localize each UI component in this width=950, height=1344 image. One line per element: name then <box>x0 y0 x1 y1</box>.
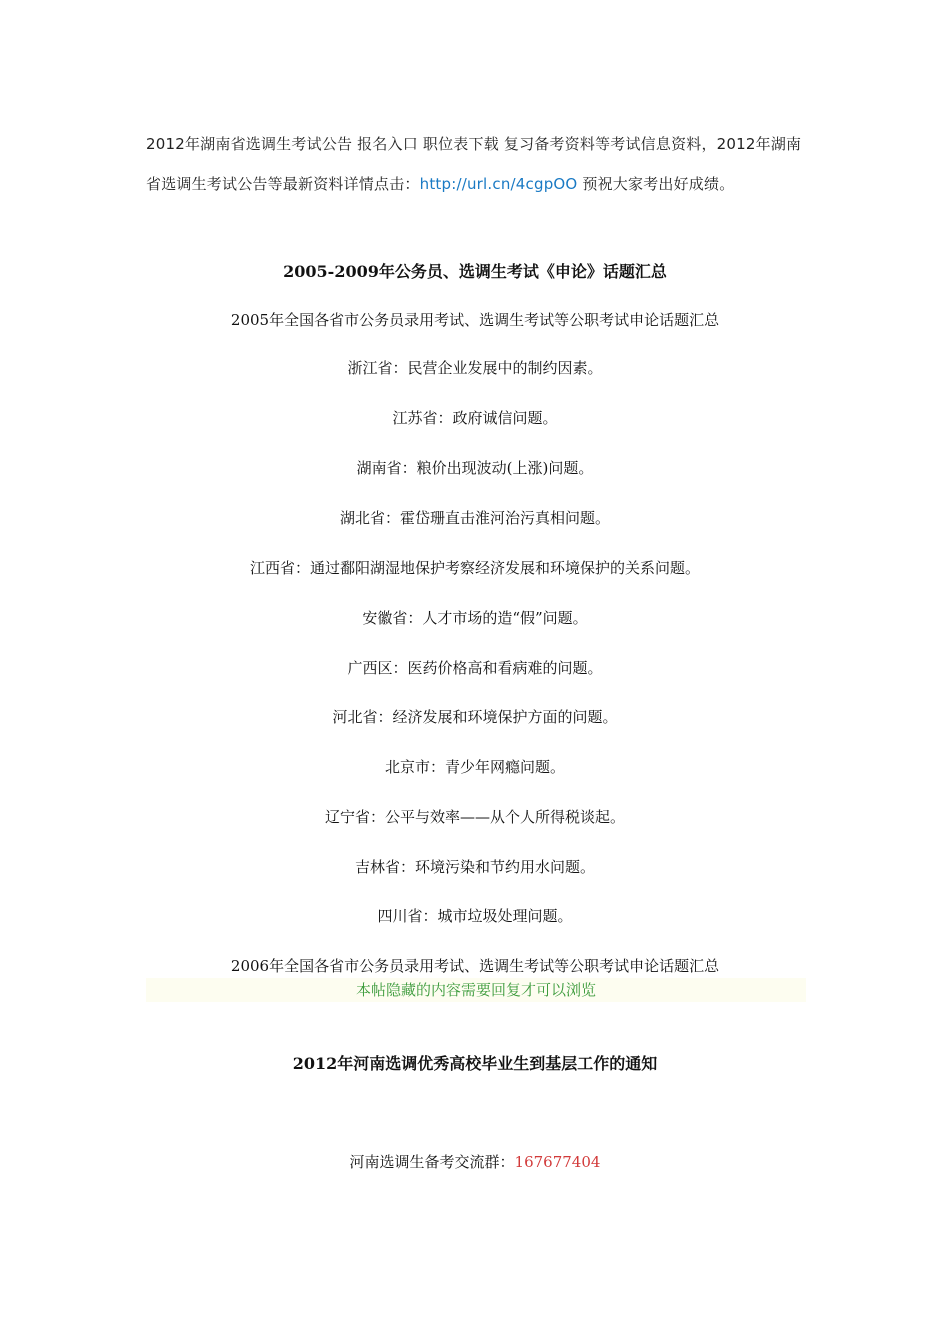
topic-item: 四川省：城市垃圾处理问题。 <box>377 907 573 925</box>
qq-group-line <box>0 1152 950 1172</box>
qq-group-number: 167677404 <box>514 1153 601 1171</box>
intro-text-after-link: 预祝大家考出好成绩。 <box>577 175 735 193</box>
topic-item: 广西区：医药价格高和看病难的问题。 <box>347 659 603 677</box>
topic-item: 湖北省：霍岱珊直击淮河治污真相问题。 <box>339 509 610 527</box>
intro-text-before-link: 2012年湖南省选调生考试公告 报名入口 职位表下载 复习备考资料等考试信息资料，2012年湖南省选调生考试公告等最新资料详情点击： <box>146 135 802 193</box>
topic-item: 北京市：青少年网瘾问题。 <box>384 758 565 776</box>
hidden-content-notice: 本帖隐藏的内容需要回复才可以浏览 <box>146 978 806 1002</box>
topic-item: 辽宁省：公平与效率——从个人所得税谈起。 <box>324 808 625 826</box>
subtitle-2005: 2005年全国各省市公务员录用考试、选调生考试等公职考试申论话题汇总 <box>230 311 720 329</box>
section-title-henan: 2012年河南选调优秀高校毕业生到基层工作的通知 <box>292 1054 658 1073</box>
topic-item: 江西省：通过鄱阳湖湿地保护考察经济发展和环境保护的关系问题。 <box>249 559 700 577</box>
topic-item: 吉林省：环境污染和节约用水问题。 <box>354 858 595 876</box>
topic-item: 安徽省：人才市场的造“假”问题。 <box>362 609 588 627</box>
topic-item: 江苏省：政府诚信问题。 <box>392 409 558 427</box>
topic-item: 河北省：经济发展和环境保护方面的问题。 <box>332 708 618 726</box>
section-title-shenlun: 2005-2009年公务员、选调生考试《申论》话题汇总 <box>283 262 667 281</box>
intro-paragraph <box>146 124 810 204</box>
subtitle-2006: 2006年全国各省市公务员录用考试、选调生考试等公职考试申论话题汇总 <box>230 957 720 975</box>
qq-group-label: 河南选调生备考交流群： <box>349 1153 515 1171</box>
topic-item: 浙江省：民营企业发展中的制约因素。 <box>347 359 603 377</box>
intro-link[interactable]: http://url.cn/4cgpOO <box>419 175 578 193</box>
topic-item: 湖南省：粮价出现波动(上涨)问题。 <box>356 459 594 477</box>
